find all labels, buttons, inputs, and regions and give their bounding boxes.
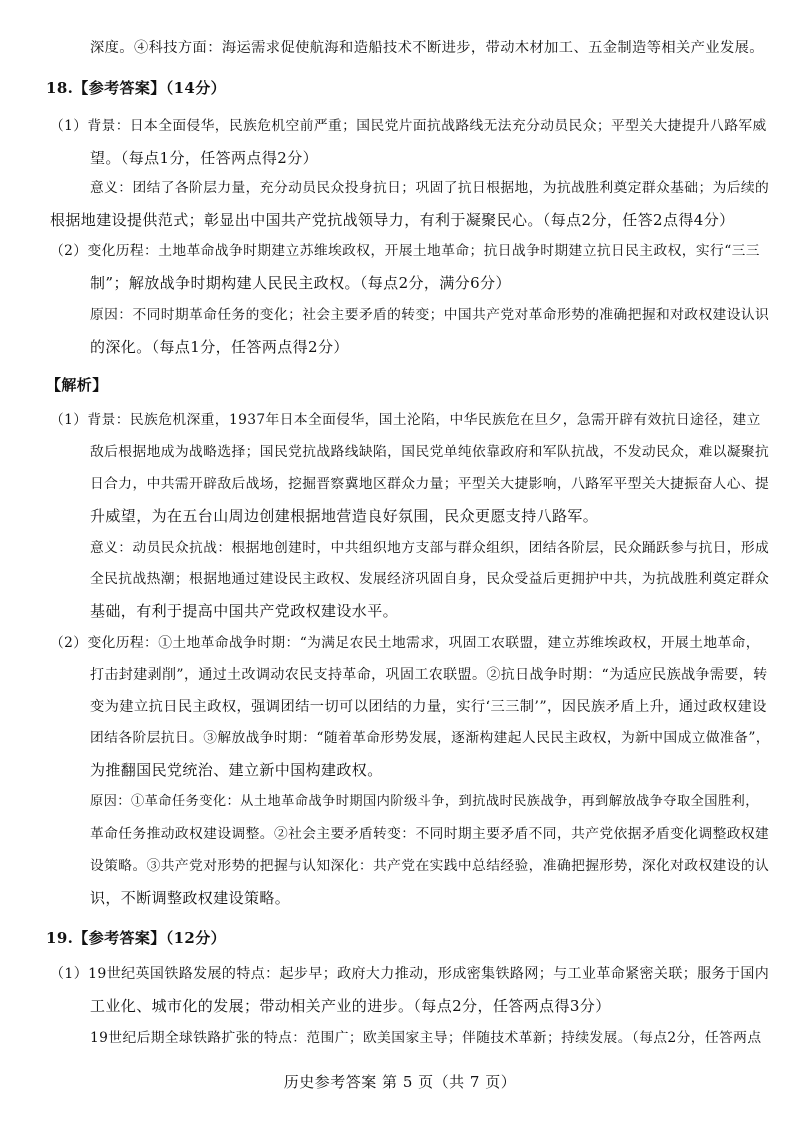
text-line: 工业化、城市化的发展；带动相关产业的进步。（每点2分，任答两点得3分） xyxy=(90,997,611,1015)
text-line: 望。（每点1分，任答两点得2分） xyxy=(90,149,318,167)
text-line: 根据地建设提供范式；彰显出中国共产党抗战领导力，有利于凝聚民心。（每点2分，任答2点得4分） xyxy=(50,211,735,229)
text-line: 变为建立抗日民主政权，强调团结一切可以团结的力量，实行‘三三制’”，因民族矛盾上升，通过政权建设 xyxy=(90,699,767,715)
text-line: 为推翻国民党统治、建立新中国构建政权。 xyxy=(90,761,383,779)
text-line: 深度。④科技方面：海运需求促使航海和造船技术不断进步，带动木材加工、五金制造等相关产业发展。 xyxy=(90,40,764,56)
text-line: （2）变化历程：①土地革命战争时期：“为满足农民土地需求，巩固工农联盟，建立苏维埃政权，开展土地革命， xyxy=(50,635,760,651)
text-line: 日合力，中共需开辟敌后战场，挖掘晋察冀地区群众力量；平型关大捷影响，八路军平型关大捷振奋人心、提 xyxy=(90,476,770,492)
text-line: 革命任务推动政权建设调整。②社会主要矛盾转变：不同时期主要矛盾不同，共产党依据矛盾变化调整政权建 xyxy=(90,826,770,842)
question-19-heading: 19.【参考答案】（12分） xyxy=(46,929,227,947)
text-line: 原因：①革命任务变化：从土地革命战争时期国内阶级斗争，到抗战时民族战争，再到解放战争夺取全国胜利， xyxy=(90,794,759,809)
text-line: 设策略。③共产党对形势的把握与认知深化：共产党在实践中总结经验，准确把握形势，深化对政权建设的认 xyxy=(90,858,770,874)
text-line: （2）变化历程：土地革命战争时期建立苏维埃政权，开展土地革命；抗日战争时期建立抗日民主政权，实行“三三 xyxy=(50,243,760,259)
text-line: 基础，有利于提高中国共产党政权建设水平。 xyxy=(90,602,399,620)
page-footer: 历史参考答案 第 5 页（共 7 页） xyxy=(283,1073,517,1091)
analysis-heading: 【解析】 xyxy=(46,376,108,394)
text-line: （1）背景：日本全面侵华，民族危机空前严重；国民党片面抗战路线无法充分动员民众；平型关大捷提升八路军威 xyxy=(50,118,767,134)
text-line: 的深化。（每点1分，任答两点得2分） xyxy=(90,338,349,356)
text-line: 意义：团结了各阶层力量，充分动员民众投身抗日；巩固了抗日根据地，为抗战胜利奠定群众基础；为后续的 xyxy=(90,180,770,196)
question-18-heading: 18.【参考答案】（14分） xyxy=(46,79,227,97)
text-line: （1）背景：民族危机深重，1937年日本全面侵华，国土沦陷，中华民族危在旦夕，急需开辟有效抗日途径，建立 xyxy=(50,412,761,428)
text-line: 原因：不同时期革命任务的变化；社会主要矛盾的转变；中国共产党对革命形势的准确把握和对政权建设认识 xyxy=(90,307,770,323)
text-line: 打击封建剥削”，通过土改调动农民支持革命，巩固工农联盟。②抗日战争时期：“为适应民族战争需要，转 xyxy=(90,667,768,683)
text-line: 团结各阶层抗日。③解放战争时期：“随着革命形势发展，逐渐构建起人民民主政权，为新中国成立做准备”， xyxy=(90,730,770,746)
text-line: 全民抗战热潮；根据地通过建设民主政权、发展经济巩固自身，民众受益后更拥护中共，为抗战胜利奠定群众 xyxy=(90,571,770,587)
text-line: 升威望，为在五台山周边创建根据地营造良好氛围，民众更愿支持八路军。 xyxy=(90,507,599,525)
text-line: 识，不断调整政权建设策略。 xyxy=(90,889,291,907)
text-line: 敌后根据地成为战略选择；国民党抗战路线缺陷，国民党单纯依靠政府和军队抗战，不发动民众，难以凝聚抗 xyxy=(90,444,770,460)
text-line: 意义：动员民众抗战：根据地创建时，中共组织地方支部与群众组织，团结各阶层，民众踊跃参与抗日，形成 xyxy=(90,540,770,556)
text-line: 19世纪后期全球铁路扩张的特点：范围广；欧美国家主导；伴随技术革新；持续发展。（每点2分，任答两点 xyxy=(90,1030,762,1046)
text-line: （1）19世纪英国铁路发展的特点：起步早；政府大力推动，形成密集铁路网；与工业革命紧密关联；服务于国内 xyxy=(50,966,770,982)
text-line: 制”；解放战争时期构建人民民主政权。（每点2分，满分6分） xyxy=(90,274,511,292)
